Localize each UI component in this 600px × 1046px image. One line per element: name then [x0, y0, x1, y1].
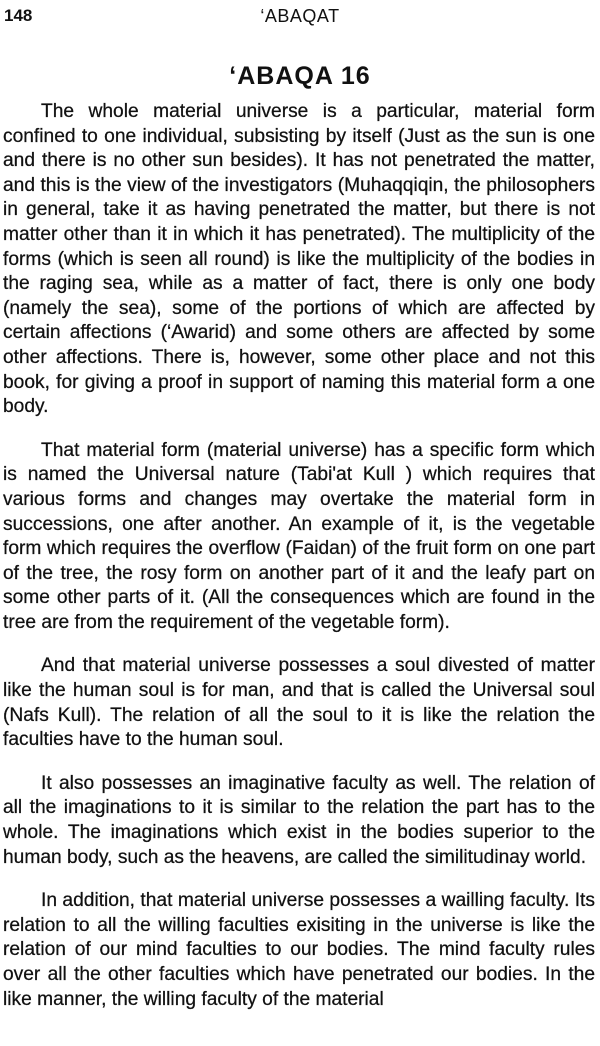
running-head [0, 6, 600, 32]
paragraph-2: That material form (material universe) has a specific form which is named the Universal nature (Tabi'at Kull ) which requires that various forms and changes may overtake the material form in successions, one after another. An example of it, is the vegetable form which requires the overflow (Faidan) of the fruit form on one part of the tree, the rosy form on another part of it and the leafy part on some other parts of it. (All the consequences which are found in the tree are from the requirement of the vegetable form). [3, 439, 595, 633]
body-text [3, 100, 595, 1031]
paragraph-3: And that material universe possesses a soul divested of matter like the human soul is for man, and that is called the Universal soul (Nafs Kull). The relation of all the soul to it is like the relation the faculties have to the human soul. [3, 655, 595, 751]
paragraph-4: It also possesses an imaginative faculty as well. The relation of all the imaginations to it is similar to the relation the part has to the whole. The imaginations which exist in the bodies superior to the human body, such as the heavens, are called the similitudinay world. [3, 772, 595, 868]
running-title: ‘ABAQAT [260, 6, 340, 26]
paragraph-5: In addition, that material universe possesses a wailling faculty. Its relation to all the willing faculties exisiting in the universe is like the relation of our mind faculties to our bodies. The mind faculty rules over all the other faculties which have penetrated our bodies. In the like manner, the willing faculty of the material [3, 890, 595, 1010]
paragraph-1: The whole material universe is a particular, material form confined to one individual, subsisting by itself (Just as the sun is one and there is no other sun besides). It has not penetrated the matter, and this is the view of the investigators (Muhaqqiqin, the philosophers in general, take it as having penetrated the matter, but there is not matter other than it in which it has penetrated). The multiplicity of the forms (which is seen all round) is like the multiplicity of the bodies in the raging sea, while as a matter of fact, there is only one body (namely the sea), some of the portions of which are affected by certain affections (‘Awarid) and some others are affected by some other affections. There is, however, some other place and not this book, for giving a proof in support of naming this material form a one body. [3, 101, 595, 418]
page-number: 148 [4, 6, 33, 25]
chapter-title: ‘ABAQA 16 [229, 62, 371, 90]
